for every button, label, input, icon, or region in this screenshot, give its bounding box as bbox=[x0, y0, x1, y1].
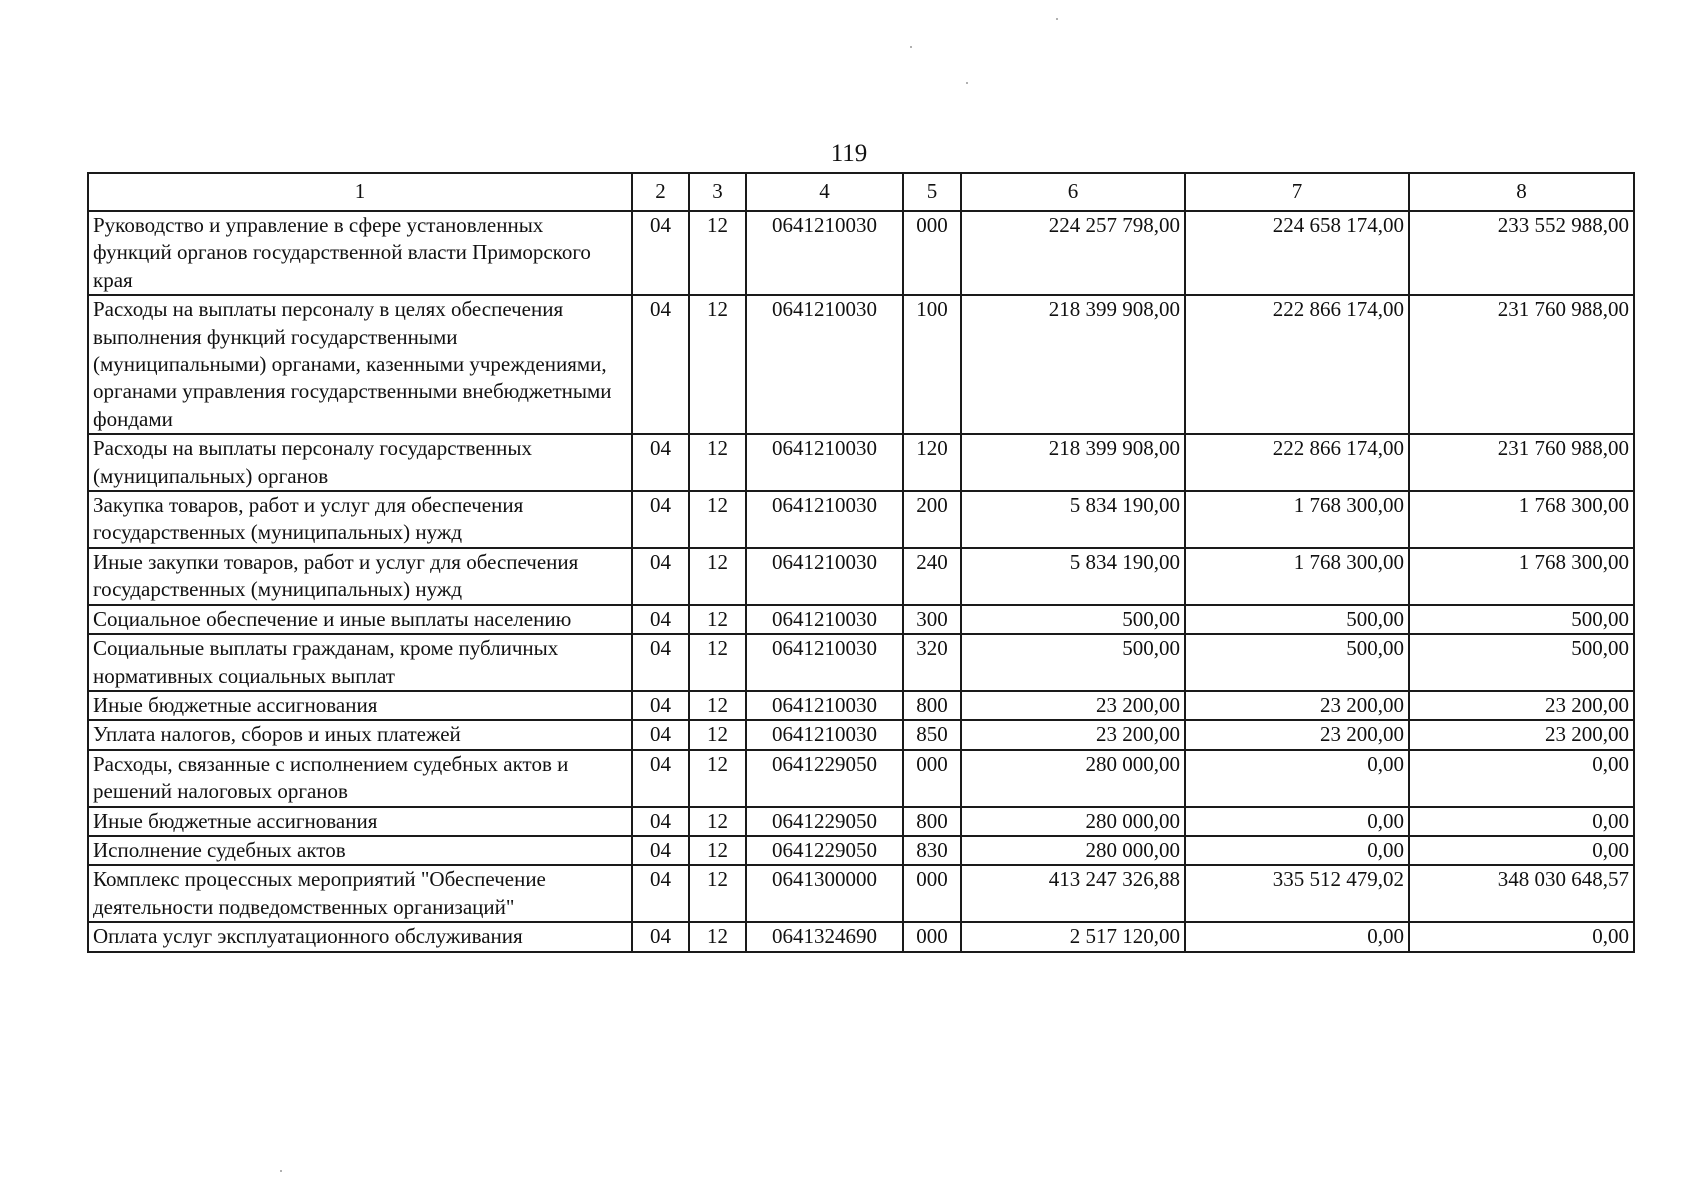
target-article-code: 0641210030 bbox=[746, 691, 903, 720]
header-cell: 2 bbox=[632, 173, 689, 211]
amount-col-6: 5 834 190,00 bbox=[961, 548, 1185, 605]
amount-col-6: 280 000,00 bbox=[961, 807, 1185, 836]
table-row bbox=[88, 295, 1634, 434]
target-article-code: 0641210030 bbox=[746, 548, 903, 605]
amount-col-7: 222 866 174,00 bbox=[1185, 434, 1409, 491]
amount-col-8: 233 552 988,00 bbox=[1409, 211, 1634, 295]
target-article-code: 0641210030 bbox=[746, 720, 903, 749]
amount-col-6: 2 517 120,00 bbox=[961, 922, 1185, 951]
amount-col-8: 0,00 bbox=[1409, 750, 1634, 807]
section-code: 04 bbox=[632, 434, 689, 491]
amount-col-6: 413 247 326,88 bbox=[961, 865, 1185, 922]
target-article-code: 0641229050 bbox=[746, 836, 903, 865]
amount-col-7: 0,00 bbox=[1185, 836, 1409, 865]
row-name: Руководство и управление в сфере установленных функций органов государственной власти Приморского края bbox=[88, 211, 632, 295]
expense-type-code: 850 bbox=[903, 720, 961, 749]
amount-col-6: 23 200,00 bbox=[961, 691, 1185, 720]
table-row bbox=[88, 605, 1634, 634]
target-article-code: 0641210030 bbox=[746, 211, 903, 295]
section-code: 04 bbox=[632, 491, 689, 548]
section-code: 04 bbox=[632, 865, 689, 922]
section-code: 04 bbox=[632, 720, 689, 749]
amount-col-6: 500,00 bbox=[961, 605, 1185, 634]
amount-col-8: 500,00 bbox=[1409, 634, 1634, 691]
expense-type-code: 830 bbox=[903, 836, 961, 865]
header-cell: 3 bbox=[689, 173, 746, 211]
amount-col-8: 231 760 988,00 bbox=[1409, 295, 1634, 434]
expense-type-code: 300 bbox=[903, 605, 961, 634]
amount-col-7: 0,00 bbox=[1185, 922, 1409, 951]
table-row bbox=[88, 634, 1634, 691]
table-row bbox=[88, 865, 1634, 922]
amount-col-7: 224 658 174,00 bbox=[1185, 211, 1409, 295]
table-row bbox=[88, 691, 1634, 720]
row-name: Социальные выплаты гражданам, кроме публичных нормативных социальных выплат bbox=[88, 634, 632, 691]
row-name: Иные бюджетные ассигнования bbox=[88, 807, 632, 836]
table-row bbox=[88, 836, 1634, 865]
amount-col-8: 500,00 bbox=[1409, 605, 1634, 634]
expense-type-code: 240 bbox=[903, 548, 961, 605]
header-cell: 1 bbox=[88, 173, 632, 211]
expense-type-code: 000 bbox=[903, 865, 961, 922]
amount-col-8: 231 760 988,00 bbox=[1409, 434, 1634, 491]
amount-col-6: 280 000,00 bbox=[961, 836, 1185, 865]
amount-col-8: 348 030 648,57 bbox=[1409, 865, 1634, 922]
amount-col-7: 0,00 bbox=[1185, 807, 1409, 836]
amount-col-7: 0,00 bbox=[1185, 750, 1409, 807]
target-article-code: 0641324690 bbox=[746, 922, 903, 951]
amount-col-8: 1 768 300,00 bbox=[1409, 491, 1634, 548]
row-name: Уплата налогов, сборов и иных платежей bbox=[88, 720, 632, 749]
subsection-code: 12 bbox=[689, 211, 746, 295]
amount-col-7: 23 200,00 bbox=[1185, 691, 1409, 720]
target-article-code: 0641210030 bbox=[746, 491, 903, 548]
subsection-code: 12 bbox=[689, 691, 746, 720]
section-code: 04 bbox=[632, 605, 689, 634]
header-row bbox=[88, 173, 1634, 211]
subsection-code: 12 bbox=[689, 491, 746, 548]
section-code: 04 bbox=[632, 922, 689, 951]
expense-type-code: 120 bbox=[903, 434, 961, 491]
subsection-code: 12 bbox=[689, 836, 746, 865]
expense-type-code: 320 bbox=[903, 634, 961, 691]
subsection-code: 12 bbox=[689, 634, 746, 691]
section-code: 04 bbox=[632, 836, 689, 865]
expense-type-code: 200 bbox=[903, 491, 961, 548]
section-code: 04 bbox=[632, 750, 689, 807]
subsection-code: 12 bbox=[689, 720, 746, 749]
section-code: 04 bbox=[632, 295, 689, 434]
amount-col-8: 0,00 bbox=[1409, 807, 1634, 836]
amount-col-6: 218 399 908,00 bbox=[961, 295, 1185, 434]
amount-col-8: 0,00 bbox=[1409, 922, 1634, 951]
target-article-code: 0641210030 bbox=[746, 434, 903, 491]
target-article-code: 0641210030 bbox=[746, 634, 903, 691]
target-article-code: 0641229050 bbox=[746, 750, 903, 807]
table-row bbox=[88, 491, 1634, 548]
table-row bbox=[88, 211, 1634, 295]
row-name: Оплата услуг эксплуатационного обслуживания bbox=[88, 922, 632, 951]
amount-col-7: 1 768 300,00 bbox=[1185, 548, 1409, 605]
row-name: Комплекс процессных мероприятий "Обеспечение деятельности подведомственных организаций" bbox=[88, 865, 632, 922]
table-row bbox=[88, 750, 1634, 807]
amount-col-7: 335 512 479,02 bbox=[1185, 865, 1409, 922]
amount-col-6: 280 000,00 bbox=[961, 750, 1185, 807]
subsection-code: 12 bbox=[689, 434, 746, 491]
amount-col-8: 0,00 bbox=[1409, 836, 1634, 865]
section-code: 04 bbox=[632, 634, 689, 691]
table-row bbox=[88, 548, 1634, 605]
section-code: 04 bbox=[632, 691, 689, 720]
row-name: Закупка товаров, работ и услуг для обеспечения государственных (муниципальных) нужд bbox=[88, 491, 632, 548]
header-cell: 6 bbox=[961, 173, 1185, 211]
amount-col-8: 1 768 300,00 bbox=[1409, 548, 1634, 605]
expense-type-code: 000 bbox=[903, 750, 961, 807]
page-number: 119 bbox=[830, 140, 868, 167]
row-name: Иные бюджетные ассигнования bbox=[88, 691, 632, 720]
table-row bbox=[88, 807, 1634, 836]
amount-col-6: 23 200,00 bbox=[961, 720, 1185, 749]
row-name: Расходы на выплаты персоналу государственных (муниципальных) органов bbox=[88, 434, 632, 491]
subsection-code: 12 bbox=[689, 750, 746, 807]
expense-type-code: 000 bbox=[903, 922, 961, 951]
target-article-code: 0641210030 bbox=[746, 605, 903, 634]
expense-type-code: 800 bbox=[903, 691, 961, 720]
row-name: Исполнение судебных актов bbox=[88, 836, 632, 865]
subsection-code: 12 bbox=[689, 807, 746, 836]
row-name: Социальное обеспечение и иные выплаты населению bbox=[88, 605, 632, 634]
header-cell: 7 bbox=[1185, 173, 1409, 211]
subsection-code: 12 bbox=[689, 548, 746, 605]
amount-col-6: 500,00 bbox=[961, 634, 1185, 691]
target-article-code: 0641229050 bbox=[746, 807, 903, 836]
amount-col-8: 23 200,00 bbox=[1409, 691, 1634, 720]
target-article-code: 0641210030 bbox=[746, 295, 903, 434]
expense-type-code: 100 bbox=[903, 295, 961, 434]
amount-col-7: 1 768 300,00 bbox=[1185, 491, 1409, 548]
amount-col-6: 5 834 190,00 bbox=[961, 491, 1185, 548]
subsection-code: 12 bbox=[689, 605, 746, 634]
row-name: Иные закупки товаров, работ и услуг для обеспечения государственных (муниципальных) нужд bbox=[88, 548, 632, 605]
header-cell: 4 bbox=[746, 173, 903, 211]
row-name: Расходы на выплаты персоналу в целях обеспечения выполнения функций государственными (муниципальными) органами, казенными учреждениями, органами управления государственными внебюджетными фондами bbox=[88, 295, 632, 434]
table-row bbox=[88, 434, 1634, 491]
header-cell: 8 bbox=[1409, 173, 1634, 211]
amount-col-7: 500,00 bbox=[1185, 605, 1409, 634]
amount-col-6: 224 257 798,00 bbox=[961, 211, 1185, 295]
expense-type-code: 000 bbox=[903, 211, 961, 295]
budget-table bbox=[87, 172, 1635, 953]
amount-col-6: 218 399 908,00 bbox=[961, 434, 1185, 491]
target-article-code: 0641300000 bbox=[746, 865, 903, 922]
amount-col-8: 23 200,00 bbox=[1409, 720, 1634, 749]
expense-type-code: 800 bbox=[903, 807, 961, 836]
subsection-code: 12 bbox=[689, 865, 746, 922]
section-code: 04 bbox=[632, 807, 689, 836]
amount-col-7: 500,00 bbox=[1185, 634, 1409, 691]
section-code: 04 bbox=[632, 211, 689, 295]
subsection-code: 12 bbox=[689, 295, 746, 434]
header-cell: 5 bbox=[903, 173, 961, 211]
row-name: Расходы, связанные с исполнением судебных актов и решений налоговых органов bbox=[88, 750, 632, 807]
amount-col-7: 222 866 174,00 bbox=[1185, 295, 1409, 434]
table-row bbox=[88, 720, 1634, 749]
section-code: 04 bbox=[632, 548, 689, 605]
table-row bbox=[88, 922, 1634, 951]
subsection-code: 12 bbox=[689, 922, 746, 951]
amount-col-7: 23 200,00 bbox=[1185, 720, 1409, 749]
